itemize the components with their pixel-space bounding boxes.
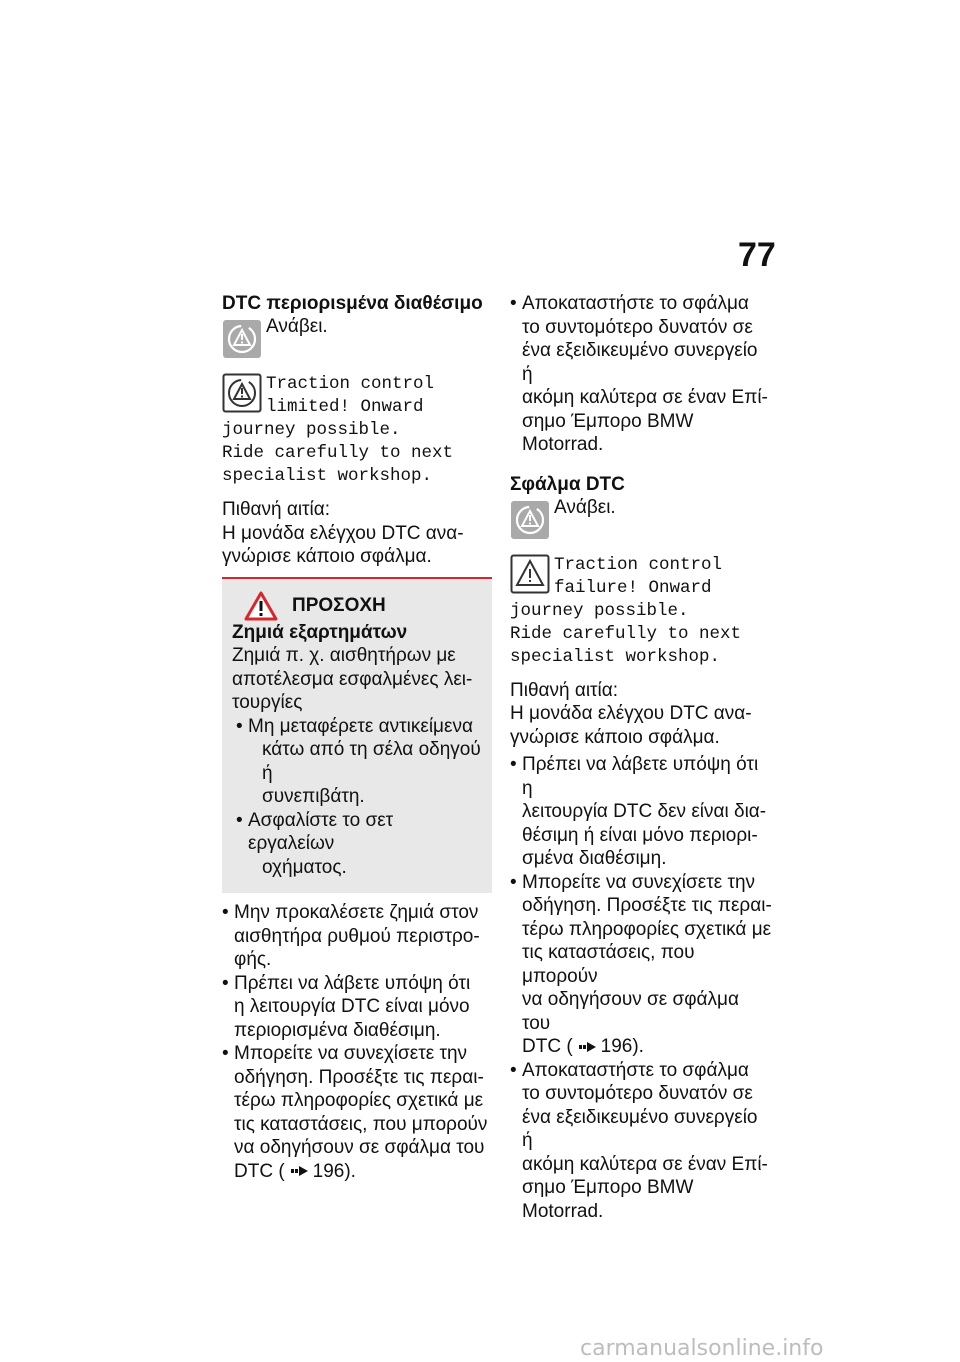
- tft-line: specialist workshop.: [222, 466, 433, 486]
- caution-bullet-line: οχήματος.: [262, 856, 347, 878]
- tft-message-block: [510, 554, 772, 669]
- caution-text-line: τουργίες: [232, 692, 303, 713]
- list-item-line: τέρω πληροφορίες σχετικά με: [522, 918, 772, 940]
- cause-line: γνώρισε κάποιο σφάλμα.: [222, 546, 432, 567]
- bullet-symbol: •: [236, 809, 243, 831]
- page-number: 77: [738, 236, 776, 274]
- list-item-line: αισθητήρα ρυθμού περιστρο-: [234, 925, 480, 947]
- list-item: [222, 972, 492, 1043]
- watermark: carmanualsonline.info: [580, 1336, 824, 1361]
- list-item-line: ένα εξειδικευμένο συνεργείο ή: [522, 1106, 758, 1151]
- list-item: [222, 901, 492, 972]
- list-item-line: να οδηγήσουν σε σφάλμα του: [234, 1137, 485, 1158]
- list-item-line: σημο Έμπορο BMW Motorrad.: [522, 1177, 694, 1222]
- list-item-line: να οδηγήσουν σε σφάλμα του: [522, 989, 739, 1034]
- page-reference[interactable]: [234, 1160, 492, 1184]
- bullet-symbol: •: [222, 972, 229, 994]
- bullet-symbol: •: [510, 293, 517, 314]
- dtc-indicator-light-icon: [222, 319, 262, 359]
- list-item-line: το συντομότερο δυνατόν σε: [522, 316, 753, 338]
- caution-bullet-line: κάτω από τη σέλα οδηγού ή: [262, 739, 481, 784]
- possible-cause: [222, 498, 492, 569]
- caution-triangle-icon: [244, 591, 278, 621]
- list-item-line: Μπορείτε να συνεχίσετε την: [522, 871, 756, 893]
- caution-bullet-line: Ασφαλίστε το σετ εργαλείων: [248, 809, 394, 854]
- tft-line: Ride carefully to next: [222, 443, 454, 463]
- ref-page: 196).: [312, 1160, 356, 1182]
- bullet-symbol: •: [510, 1059, 517, 1081]
- bullet-symbol: •: [222, 1043, 229, 1064]
- tft-line: specialist workshop.: [510, 646, 721, 667]
- dtc-indicator-light-icon: [510, 500, 550, 540]
- list-item-line: οδήγηση. Προσέξτε τις περαι-: [522, 895, 772, 916]
- tft-line: Traction control: [554, 554, 723, 575]
- page-reference-arrow-icon: [291, 1165, 309, 1177]
- list-item-line: σμένα διαθέσιμη.: [522, 848, 667, 869]
- caution-bullet: [232, 809, 482, 880]
- list-item: [510, 753, 772, 871]
- indicator-status: Ανάβει.: [554, 496, 616, 518]
- indicator-status: Ανάβει.: [266, 316, 328, 337]
- tft-warning-symbol-icon: [510, 554, 550, 594]
- list-item-line: ακόμη καλύτερα σε έναν Επί-: [522, 387, 768, 408]
- list-item-line: Αποκαταστήστε το σφάλμα: [522, 1059, 749, 1081]
- caution-box: [222, 577, 492, 894]
- list-item-line: Πρέπει να λάβετε υπόψη ότι: [234, 972, 471, 994]
- possible-cause: [510, 679, 772, 750]
- tft-line: failure! Onward: [554, 577, 712, 598]
- list-item-line: τις καταστάσεις, που μπορούν: [522, 942, 695, 987]
- left-column: [222, 292, 492, 1183]
- tft-line: journey possible.: [510, 600, 689, 621]
- list-item: [222, 1042, 492, 1183]
- list-item-line: τέρω πληροφορίες σχετικά με: [234, 1090, 484, 1111]
- tft-line: limited! Onward: [266, 397, 424, 417]
- list-item: [510, 871, 772, 1059]
- list-item-line: Πρέπει να λάβετε υπόψη ότι η: [522, 754, 759, 799]
- list-item: [510, 292, 772, 457]
- right-column: [510, 292, 772, 1223]
- list-item-line: το συντομότερο δυνατόν σε: [522, 1083, 753, 1104]
- section-heading-dtc-failure: Σφάλμα DTC: [510, 473, 625, 495]
- list-item-line: οδήγηση. Προσέξτε τις περαι-: [234, 1066, 484, 1088]
- caution-bullet-line: συνεπιβάτη.: [262, 786, 365, 807]
- tft-line: Traction control: [266, 374, 435, 394]
- bullet-symbol: •: [510, 754, 517, 775]
- cause-line: γνώρισε κάποιο σφάλμα.: [510, 726, 720, 748]
- caution-title: ΠΡΟΣΟΧΗ: [292, 594, 386, 616]
- page-reference[interactable]: [522, 1035, 772, 1059]
- list-item-line: Μην προκαλέσετε ζημιά στον: [234, 902, 479, 923]
- tft-message-block: [222, 373, 492, 488]
- list-item-line: ακόμη καλύτερα σε έναν Επί-: [522, 1153, 768, 1175]
- tft-warning-symbol-icon: [222, 373, 262, 413]
- ref-prefix: DTC (: [234, 1160, 285, 1182]
- caution-bullet: [232, 715, 482, 809]
- list-item-line: Αποκαταστήστε το σφάλμα: [522, 293, 749, 314]
- cause-label: Πιθανή αιτία:: [510, 679, 619, 701]
- bullet-symbol: •: [236, 715, 243, 737]
- cause-label: Πιθανή αιτία:: [222, 499, 331, 520]
- cause-line: Η μονάδα ελέγχου DTC ανα-: [510, 703, 752, 724]
- tft-line: Ride carefully to next: [510, 623, 742, 644]
- caution-bullet-line: Μη μεταφέρετε αντικείμενα: [248, 715, 473, 737]
- indicator-row: [510, 496, 772, 540]
- tft-line: journey possible.: [222, 420, 401, 440]
- ref-prefix: DTC (: [522, 1036, 573, 1057]
- section-heading-dtc-limited: DTC περιοριsμένα διαθέσιμο: [222, 293, 483, 314]
- list-item-line: φής.: [234, 949, 272, 970]
- page-reference-arrow-icon: [579, 1041, 597, 1053]
- caution-text-line: αποτέλεσμα εσφαλμένες λει-: [232, 668, 473, 690]
- list-item-line: η λειτουργία DTC είναι μόνο: [234, 996, 470, 1017]
- bullet-symbol: •: [222, 902, 229, 923]
- cause-line: Η μονάδα ελέγχου DTC ανα-: [222, 522, 464, 544]
- list-item-line: θέσιμη ή είναι μόνο περιορι-: [522, 824, 758, 846]
- list-item-line: ένα εξειδικευμένο συνεργείο ή: [522, 340, 758, 385]
- list-item-line: λειτουργία DTC δεν είναι δια-: [522, 801, 767, 822]
- list-item: [510, 1059, 772, 1224]
- ref-page: 196).: [600, 1036, 644, 1057]
- list-item-line: Μπορείτε να συνεχίσετε την: [234, 1043, 468, 1064]
- bullet-symbol: •: [510, 871, 517, 893]
- list-item-line: σημο Έμπορο BMW Motorrad.: [522, 410, 694, 455]
- caution-text-line: Ζημιά π. χ. αισθητήρων με: [232, 645, 456, 666]
- caution-subtitle: Ζημιά εξαρτημάτων: [232, 621, 408, 643]
- indicator-row: [222, 315, 492, 359]
- list-item-line: τις καταστάσεις, που μπορούν: [234, 1113, 488, 1135]
- list-item-line: περιορισμένα διαθέσιμη.: [234, 1019, 441, 1041]
